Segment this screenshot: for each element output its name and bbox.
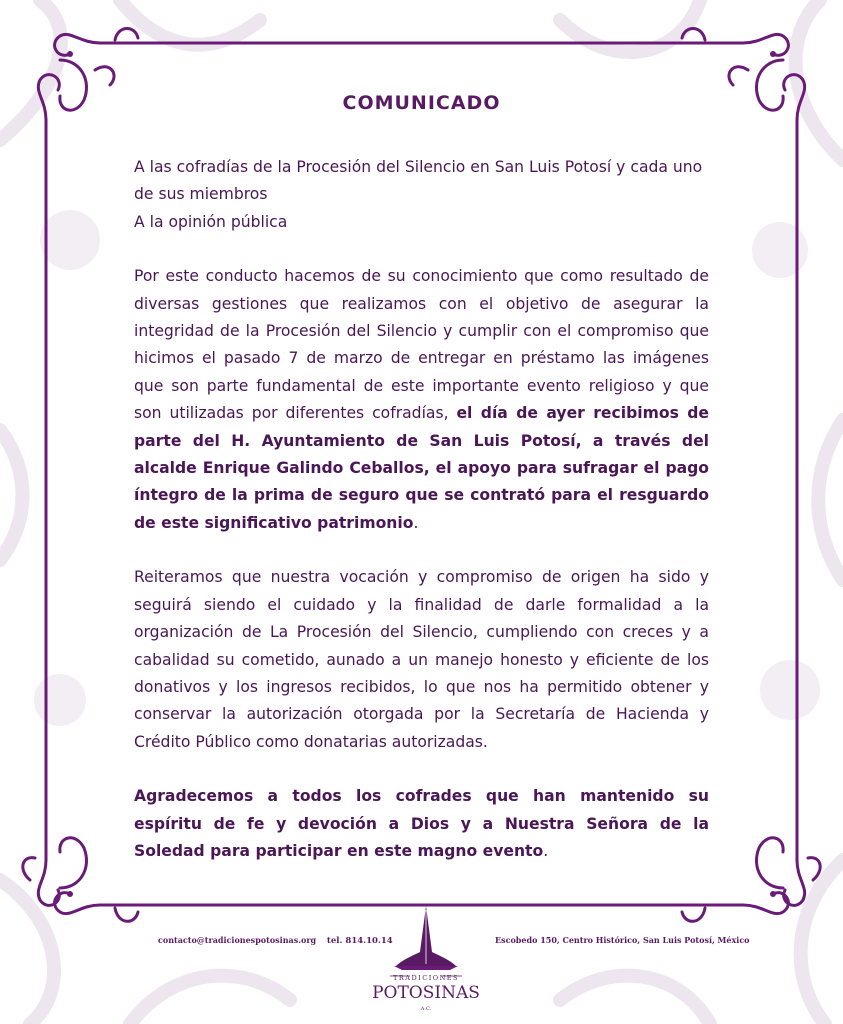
page-title: COMUNICADO xyxy=(342,92,501,114)
logo-small-text: TRADICIONES xyxy=(393,974,459,982)
addressee-block xyxy=(134,154,709,236)
paragraph-1-end: . xyxy=(413,513,419,532)
addressee-line: A las cofradías de la Procesión del Silencio en San Luis Potosí y cada uno de sus miembros xyxy=(134,158,703,204)
footer-phone: tel. 814.10.14 xyxy=(326,936,393,946)
paragraph-3-bold: Agradecemos a todos los cofrades que han mantenido su espíritu de fe y devoción a Dios y a Nuestra Señora de la Soledad para participar en este magno evento xyxy=(134,787,709,860)
footer-address: Escobedo 150, Centro Histórico, San Luis Potosí, México xyxy=(495,935,750,945)
paragraph-1 xyxy=(134,263,709,537)
footer-email: contacto@tradicionespotosinas.org xyxy=(158,935,317,945)
paragraph-3 xyxy=(134,783,709,865)
paragraph-2: Reiteramos que nuestra vocación y compromiso de origen ha sido y seguirá siendo el cuidado y la finalidad de darle formalidad a la organización de La Procesión del Silencio, cumpliendo con creces y a cabalidad su cometido, aunado a un manejo honesto y eficiente de los donativos y los ingresos recibidos, lo que nos ha permitido obtener y conservar la autorización otorgada por la Secretaría de Hacienda y Crédito Público como donatarias autorizadas. xyxy=(134,568,709,751)
paragraph-1-text: Por este conducto hacemos de su conocimiento que como resultado de diversas gestiones que realizamos con el objetivo de asegurar la integridad de la Procesión del Silencio y cumplir con el compromiso que hicimos el pasado 7 de marzo de entregar en préstamo las imágenes que son parte fundamental de este importante evento religioso y que son utilizadas por diferentes cofradías, xyxy=(134,267,709,423)
letter-body xyxy=(134,154,709,892)
footer-contact xyxy=(158,935,393,946)
paragraph-3-end: . xyxy=(543,841,549,860)
logo-main-text: POTOSINAS xyxy=(372,983,480,1003)
logo-suffix-text: A.C. xyxy=(420,1006,432,1012)
paragraph-1-bold: el día de ayer recibimos de parte del H. Ayuntamiento de San Luis Potosí, a través del alcalde Enrique Galindo Ceballos, el apoyo para sufragar el pago íntegro de la prima de seguro que se contrató para el resguardo de este significativo patrimonio xyxy=(134,404,709,532)
addressee-line: A la opinión pública xyxy=(134,212,288,231)
